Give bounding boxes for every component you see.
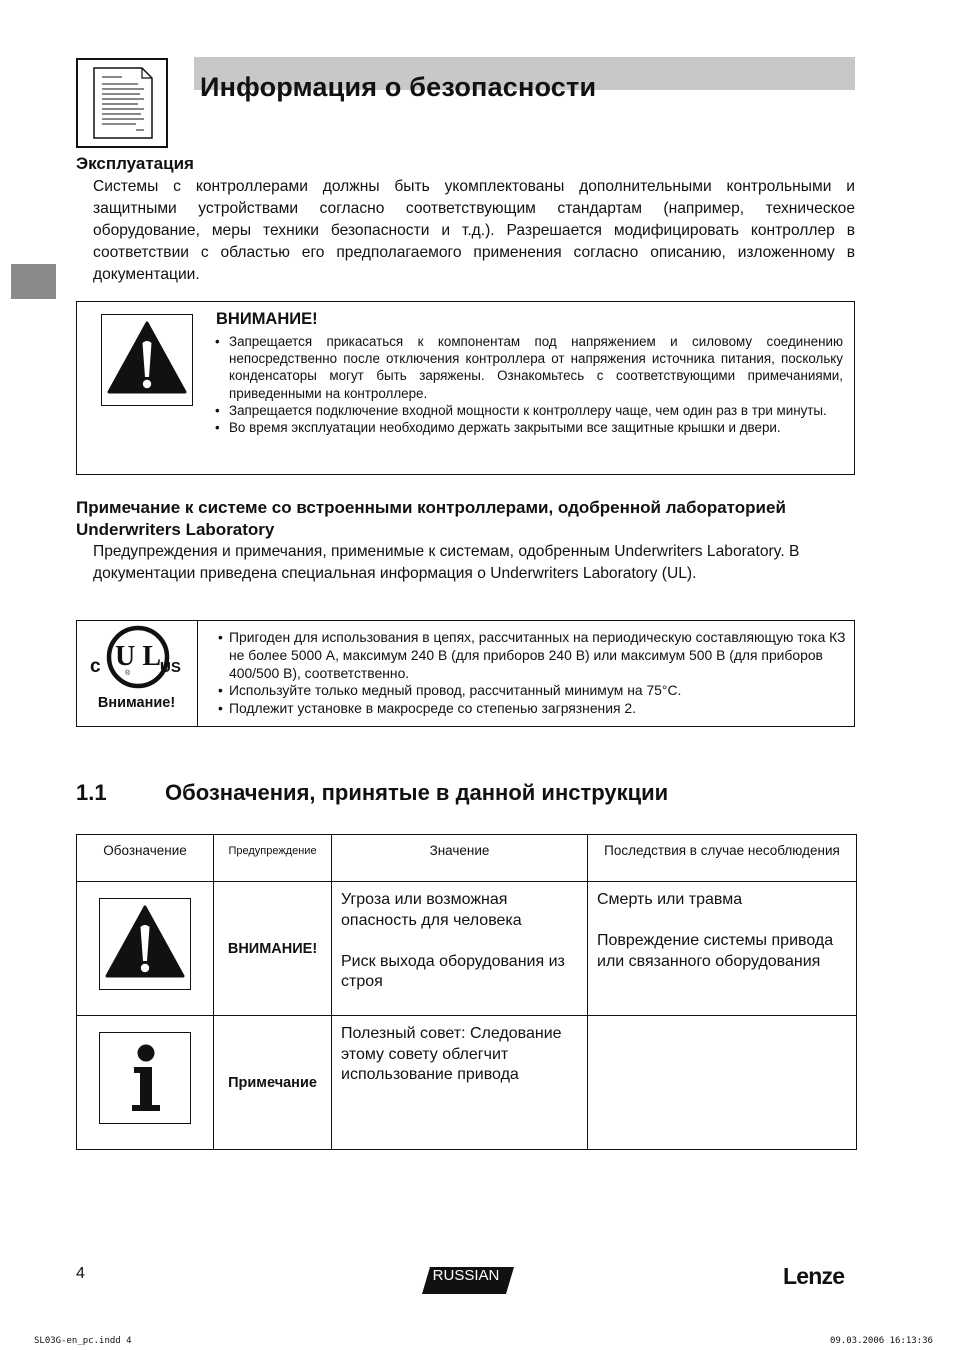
print-date: 09.03.2006 16:13:36	[830, 1336, 933, 1346]
ul-logo-c: c	[90, 656, 101, 677]
ul-item: • Подлежит установке в макросреде со степенью загрязнения 2.	[216, 700, 846, 718]
meaning-text: Угроза или возможная опасность для человека	[341, 891, 522, 929]
ul-box-divider	[197, 620, 198, 727]
ul-logo-us: US	[160, 659, 181, 676]
warning-item: • Запрещается подключение входной мощности к контроллеру чаще, чем один раз в три минуты.	[214, 402, 843, 419]
meaning-text: Полезный совет: Следование этому совету облегчит использование привода	[341, 1025, 562, 1083]
warning-title: ВНИМАНИЕ!	[216, 310, 318, 328]
file-info: SL03G-en_pc.indd 4	[34, 1336, 132, 1346]
table-cell-consequence	[588, 1016, 857, 1150]
section-number: 1.1	[76, 780, 107, 805]
table-header: Обозначение	[77, 835, 214, 882]
language-label: RUSSIAN	[432, 1267, 500, 1284]
table-cell-meaning	[332, 1016, 588, 1150]
document-icon	[76, 58, 168, 148]
consequence-text: Повреждение системы привода или связанного оборудования	[597, 932, 834, 970]
ul-item: • Пригоден для использования в цепях, рассчитанных на периодическую составляющую тока КЗ не более 5000 А, максимум 240 В (для приборов 240 В) или максимум 500 В (для приборов 400/500 В), соответственно.	[216, 629, 846, 682]
table-header: Предупреждение	[214, 835, 332, 882]
table-row	[77, 1016, 857, 1150]
warning-list	[214, 333, 843, 436]
symbols-table	[76, 834, 857, 1150]
chapter-tab	[11, 264, 56, 299]
ul-note-text: Предупреждения и примечания, применимые к системам, одобренным Underwriters Laboratory. В документации приведена специальная информация о Underwriters Laboratory (UL).	[93, 543, 800, 582]
table-cell-type: Примечание	[214, 1016, 332, 1150]
ul-logo-icon	[88, 624, 188, 690]
ul-logo-r: ®	[125, 670, 131, 677]
operation-text: Системы с контроллерами должны быть укомплектованы дополнительными контрольными и защитными устройствами согласно соответствующим стандартам (например, техническое оборудование, меры техники безопасности и т.д.). Разрешается модифицировать контроллер в соответствии с областью его предполагаемого применения согласно описанию, изложенному в документации.	[93, 178, 855, 283]
page-title: Информация о безопасности	[200, 72, 597, 102]
table-cell-meaning	[332, 882, 588, 1016]
info-icon	[99, 1032, 191, 1124]
meaning-text: Риск выхода оборудования из строя	[341, 952, 565, 990]
ul-item: • Используйте только медный провод, рассчитанный минимум на 75°C.	[216, 682, 846, 700]
table-cell-consequence	[588, 882, 857, 1016]
page-number: 4	[76, 1265, 85, 1282]
ul-note-heading: Примечание к системе со встроенными контроллерами, одобренной лабораторией Underwriters Laboratory	[76, 498, 786, 539]
table-header: Значение	[332, 835, 588, 882]
section-title: Обозначения, принятые в данной инструкции	[165, 780, 669, 805]
lenze-logo: Lenze	[783, 1263, 845, 1289]
ul-caption: Внимание!	[97, 695, 176, 711]
operation-heading: Эксплуатация	[76, 154, 194, 173]
warning-triangle-icon	[101, 314, 193, 406]
warning-triangle-icon	[99, 898, 191, 990]
warning-item: • Запрещается прикасаться к компонентам под напряжением и силовому соединению непосредственно после отключения контроллера от напряжения источника питания, поскольку конденсаторы могут быть заряжены. Ознакомьтесь с соответствующими примечаниями, приведенными на контроллере.	[214, 333, 843, 402]
table-row	[77, 882, 857, 1016]
table-header: Последствия в случае несоблюдения	[588, 835, 857, 882]
ul-logo-ul: UL	[115, 641, 161, 672]
table-cell-type: ВНИМАНИЕ!	[214, 882, 332, 1016]
table-cell-icon	[77, 1016, 214, 1150]
consequence-text: Смерть или травма	[597, 891, 743, 908]
table-cell-icon	[77, 882, 214, 1016]
ul-list	[216, 629, 846, 718]
warning-item: • Во время эксплуатации необходимо держать закрытыми все защитные крышки и двери.	[214, 419, 843, 436]
